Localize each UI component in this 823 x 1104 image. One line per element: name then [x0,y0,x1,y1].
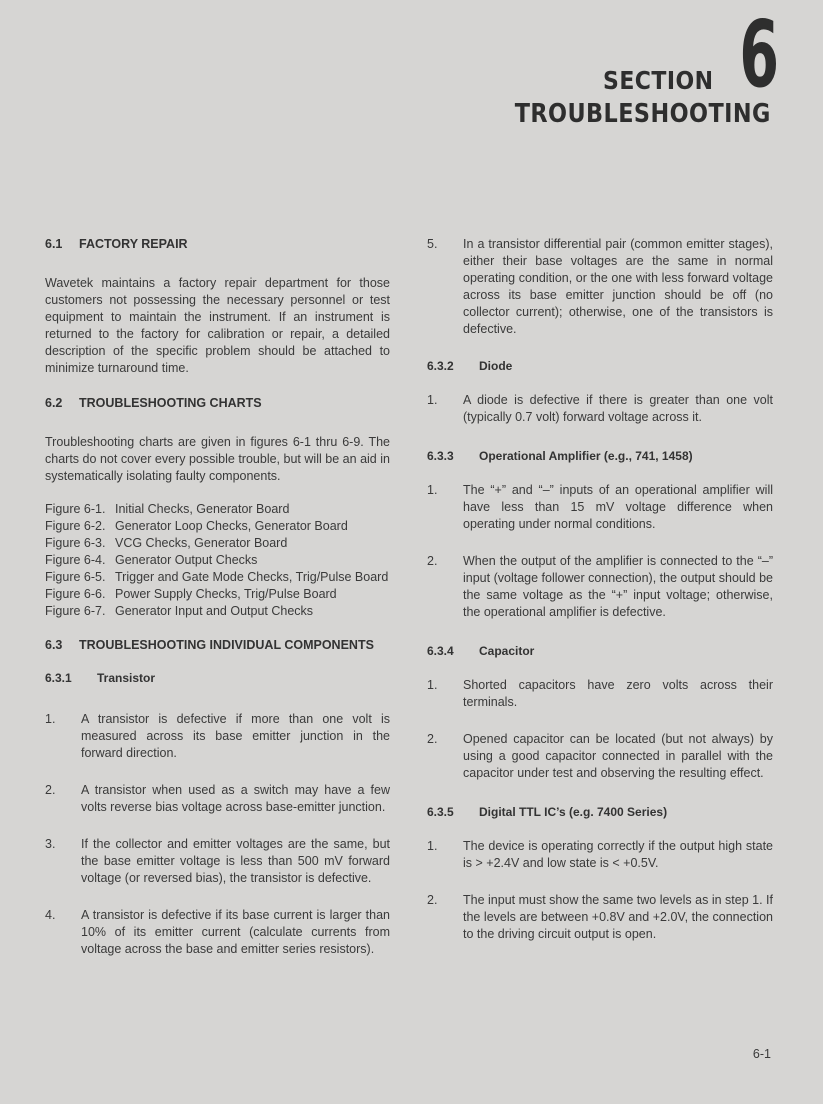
list-item: 2. A transistor when used as a switch may have a few volts reverse bias voltage across base-emitter junction. [45,783,390,814]
heading-6-2: 6.2 TROUBLESHOOTING CHARTS [45,396,262,410]
page-number: 6-1 [752,1047,771,1061]
section-label: SECTION [602,65,713,95]
heading-6-3-2: 6.3.2 Diode [427,359,513,373]
list-item: 2. When the output of the amplifier is connected to the “–” input (voltage follower connection), the output should be the same voltage as the “+” input voltage; otherwise, the operational amplifier is defective. [427,554,773,619]
left-column [45,236,390,975]
list-item: 1. The device is operating correctly if the output high state is > +2.4V and low state is < +0.5V. [427,839,773,870]
list-item: 2. The input must show the same two levels as in step 1. If the levels are between +0.8V and +2.0V, the connection to the driving circuit output is open. [427,893,773,941]
list-item: Figure 6-5. Trigger and Gate Mode Checks, Trig/Pulse Board [45,570,389,584]
list-item: 1. The “+” and “–” inputs of an operational amplifier will have less than 15 mV voltage difference when operating under normal conditions. [427,483,773,531]
list-item: Figure 6-4. Generator Output Checks [45,553,258,567]
list-item: 1. A transistor is defective if more than one volt is measured across its base emitter junction in the forward direction. [45,712,390,760]
list-item: Figure 6-2. Generator Loop Checks, Generator Board [45,519,348,533]
list-item: Figure 6-3. VCG Checks, Generator Board [45,536,288,550]
list-item: Figure 6-7. Generator Input and Output Checks [45,604,314,618]
heading-6-3-5: 6.3.5 Digital TTL IC’s (e.g. 7400 Series) [427,805,668,819]
heading-6-1: 6.1 FACTORY REPAIR [45,237,188,251]
paragraph-factory-repair: Wavetek maintains a factory repair department for those customers not possessing the necessary personnel or test equipment to maintain the instrument. If an instrument is returned to the factory for calibration or repair, a detailed description of the specific problem should be attached to minimize turnaround time. [45,276,390,375]
list-item: 5. In a transistor differential pair (common emitter stages), either their base voltages are the same in normal operating condition, or the one with less forward voltage across its base emitter junction should be off (no collector current); otherwise, one of the transistors is defective. [427,237,773,336]
figure-list [45,501,390,620]
heading-6-3-3: 6.3.3 Operational Amplifier (e.g., 741, 1458) [427,449,693,463]
list-item: 1. Shorted capacitors have zero volts across their terminals. [427,678,773,709]
list-item: Figure 6-1. Initial Checks, Generator Board [45,502,290,516]
heading-6-3-4: 6.3.4 Capacitor [427,644,535,658]
list-item: Figure 6-6. Power Supply Checks, Trig/Pulse Board [45,587,337,601]
list-item: 2. Opened capacitor can be located (but not always) by using a good capacitor connected in parallel with the capacitor under test and observing the resulting effect. [427,732,773,780]
heading-6-3-1: 6.3.1 Transistor [45,671,156,685]
right-column [427,236,773,960]
section-title: TROUBLESHOOTING [514,98,771,129]
paragraph-troubleshooting-charts: Troubleshooting charts are given in figures 6-1 thru 6-9. The charts do not cover every possible trouble, but will be an aid in systematically isolating faulty components. [45,435,390,483]
list-item: 1. A diode is defective if there is greater than one volt (typically 0.7 volt) forward voltage across it. [427,393,773,424]
list-item: 3. If the collector and emitter voltages are the same, but the base emitter voltage is less than 500 mV forward voltage (or reversed bias), the transistor is defective. [45,837,390,885]
heading-6-3: 6.3 TROUBLESHOOTING INDIVIDUAL COMPONENTS [45,638,374,652]
section-header [473,1,779,129]
list-item: 4. A transistor is defective if its base current is larger than 10% of its emitter current (calculate currents from voltage across the base and emitter series resistors). [45,908,390,956]
section-number: 6 [739,1,779,108]
